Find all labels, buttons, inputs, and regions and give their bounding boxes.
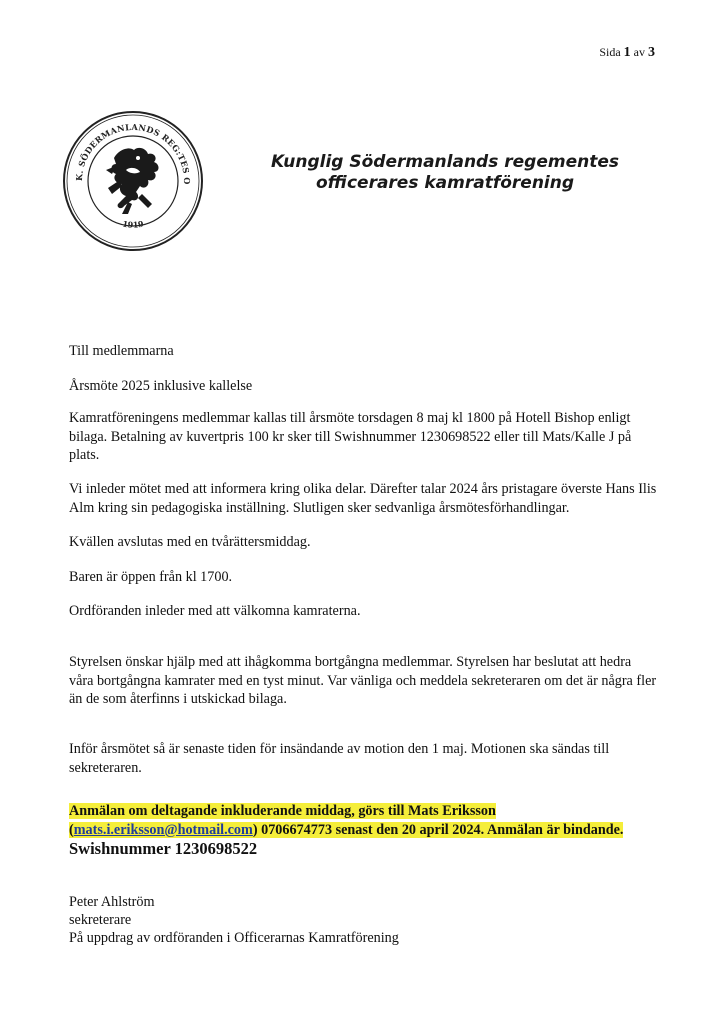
organization-line2: officerares kamratförening [315, 173, 575, 193]
paragraph-motion: Inför årsmötet så är senaste tiden för insändande av motion den 1 maj. Motionen ska sändas till sekreteraren. [69, 741, 610, 776]
griffin-icon [106, 148, 159, 214]
page-number [599, 45, 655, 61]
paragraph-dinner: Kvällen avslutas med en tvårättersmiddag. [69, 534, 311, 550]
greeting: Till medlemmarna [69, 343, 174, 359]
page-current: 1 [623, 45, 631, 60]
signature-on-behalf: På uppdrag av ordföranden i Officerarnas Kamratförening [69, 930, 399, 946]
registration-notice [69, 802, 659, 839]
organization-line1: Kunglig Södermanlands regementes [271, 152, 619, 172]
swish-number: Swishnummer 1230698522 [69, 839, 258, 858]
registration-line2 [69, 822, 623, 838]
registration-line1: Anmälan om deltagande inkluderande middag, görs till Mats Eriksson [69, 803, 496, 819]
signature-name: Peter Ahlström [69, 894, 155, 910]
paragraph-chairman: Ordföranden inleder med att välkomna kamraterna. [69, 603, 361, 619]
seal-year: 1919 [121, 218, 145, 230]
subject-line: Årsmöte 2025 inklusive kallelse [69, 378, 253, 394]
svg-text:1919 [122, 218, 145, 229]
regimental-seal-icon [62, 110, 204, 252]
page-label-of: av [633, 45, 645, 59]
organization-name [250, 152, 640, 194]
paragraph-bar: Baren är öppen från kl 1700. [69, 569, 233, 585]
paragraph-program: Vi inleder mötet med att informera kring olika delar. Därefter talar 2024 års pristagare överste Hans Ilis Alm kring sin pedagogiska inställning. Slutligen sker sedvanliga årsmötesförhandlingar. [69, 481, 657, 516]
email-link[interactable]: mats.i.eriksson@hotmail.com [73, 821, 253, 838]
signature-title: sekreterare [69, 912, 132, 928]
registration-open-paren: ( [69, 821, 74, 838]
registration-line2-rest: ) 0706674773 senast den 20 april 2024. Anmälan är bindande. [252, 821, 624, 838]
paragraph-invitation: Kamratföreningens medlemmar kallas till årsmöte torsdagen 8 maj kl 1800 på Hotell Bishop enligt bilaga. Betalning av kuvertpris 100 kr sker till Swishnummer 1230698522 eller till Mats/Kalle J på plats. [69, 410, 632, 463]
seal-ring-text: K. SÖDERMANLANDS REG:TES O [73, 121, 193, 185]
paragraph-memorial: Styrelsen önskar hjälp med att ihågkomma bortgångna medlemmar. Styrelsen har beslutat att hedra våra bortgångna kamrater med en tyst minut. Var vänliga och meddela sekreteraren om det är några fler än de som återfinns i utskickad bilaga. [69, 654, 657, 707]
page-label-prefix: Sida [599, 45, 621, 59]
page-total: 3 [648, 45, 655, 60]
